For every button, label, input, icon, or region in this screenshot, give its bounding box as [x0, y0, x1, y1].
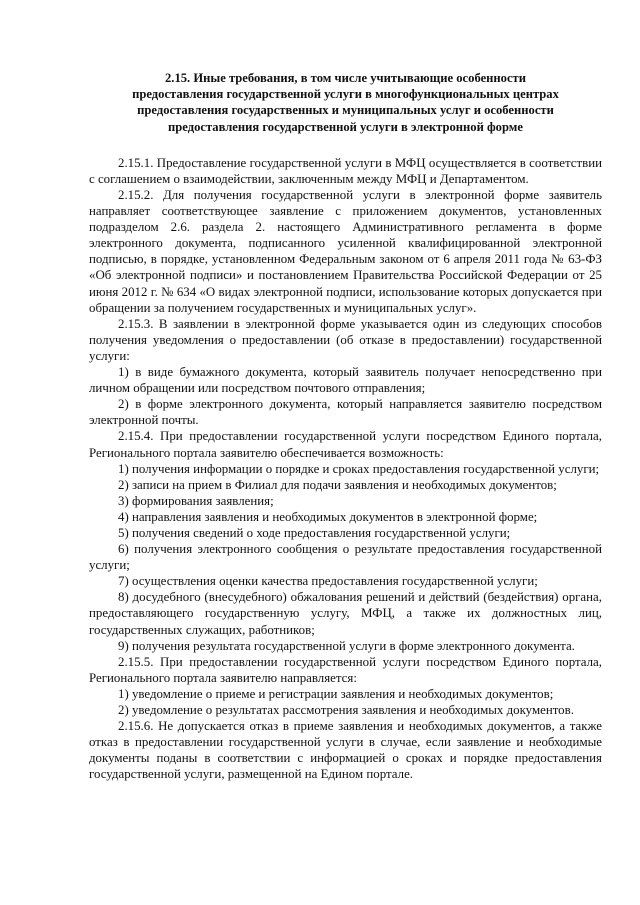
- list-item: 1) уведомление о приеме и регистрации заявления и необходимых документов;: [118, 686, 554, 701]
- paragraph-2-15-6: 2.15.6. Не допускается отказ в приеме заявления и необходимых документов, а также отказ в предоставлении государственной услуги в случае, если заявление и необходимые документы поданы в соответствии с информацией о сроках и порядке предоставления государственной услуги, размещенной на Едином портале.: [89, 719, 602, 782]
- list-item: 2) уведомление о результатах рассмотрения заявления и необходимых документов.: [118, 703, 574, 717]
- list-item: 1) получения информации о порядке и сроках предоставления государственной услуги;: [118, 461, 600, 476]
- paragraph-2-15-3: 2.15.3. В заявлении в электронной форме указывается один из следующих способов получения уведомления о предоставлении (об отказе в предоставлении) государственной услуги:: [89, 316, 602, 363]
- list-item: 8) досудебного (внесудебного) обжалования решений и действий (бездействия) органа, предоставляющего государственную услугу, МФЦ, а также их должностных лиц, государственных служащих, работников;: [89, 590, 602, 637]
- document-page: [89, 70, 602, 782]
- list-item: 1) в виде бумажного документа, который заявитель получает непосредственно при личном обращении или посредством почтового отправления;: [89, 365, 602, 396]
- paragraph-2-15-1: 2.15.1. Предоставление государственной услуги в МФЦ осуществляется в соответствии с соглашением о взаимодействии, заключенным между МФЦ и Департаментом.: [89, 155, 602, 186]
- list-item: 3) формирования заявления;: [118, 493, 274, 508]
- document-body: [89, 155, 602, 783]
- heading-line: предоставления государственной услуги в электронной форме: [168, 119, 523, 134]
- list-item: 2) записи на прием в Филиал для подачи заявления и необходимых документов;: [118, 477, 557, 492]
- paragraph-2-15-5: 2.15.5. При предоставлении государственной услуги посредством Единого портала, Регионального портала заявителю направляется:: [89, 654, 602, 685]
- heading-line: предоставления государственной услуги в многофункциональных центрах: [132, 87, 559, 102]
- paragraph-2-15-2: 2.15.2. Для получения государственной услуги в электронной форме заявитель направляет соответствующее заявление с приложением документов, установленных подразделом 2.6. раздела 2. настоящего Административного регламента в форме электронного документа, подписанного усиленной квалифицированной электронной подписью, в порядке, установленном Федеральным законом от 6 апреля 2011 года № 63-ФЗ «Об электронной подписи» и постановлением Правительства Российской Федерации от 25 июня 2012 г. № 634 «О видах электронной подписи, использование которых допускается при обращении за получением государственных и муниципальных услуг».: [89, 188, 602, 315]
- list-item: 2) в форме электронного документа, который направляется заявителю посредством электронной почты.: [89, 397, 602, 428]
- heading-line: 2.15. Иные требования, в том числе учитывающие особенности: [165, 71, 526, 85]
- paragraph-2-15-4: 2.15.4. При предоставлении государственной услуги посредством Единого портала, Регионального портала заявителю обеспечивается возможность:: [89, 429, 602, 460]
- list-item: 7) осуществления оценки качества предоставления государственной услуги;: [118, 574, 538, 589]
- list-item: 4) направления заявления и необходимых документов в электронной форме;: [118, 509, 538, 524]
- section-heading: [89, 70, 602, 135]
- list-item: 5) получения сведений о ходе предоставления государственной услуги;: [118, 525, 511, 540]
- heading-line: предоставления государственных и муниципальных услуг и особенности: [137, 103, 554, 118]
- list-item: 6) получения электронного сообщения о результате предоставления государственной услуги;: [89, 542, 602, 573]
- list-item: 9) получения результата государственной услуги в форме электронного документа.: [118, 638, 575, 653]
